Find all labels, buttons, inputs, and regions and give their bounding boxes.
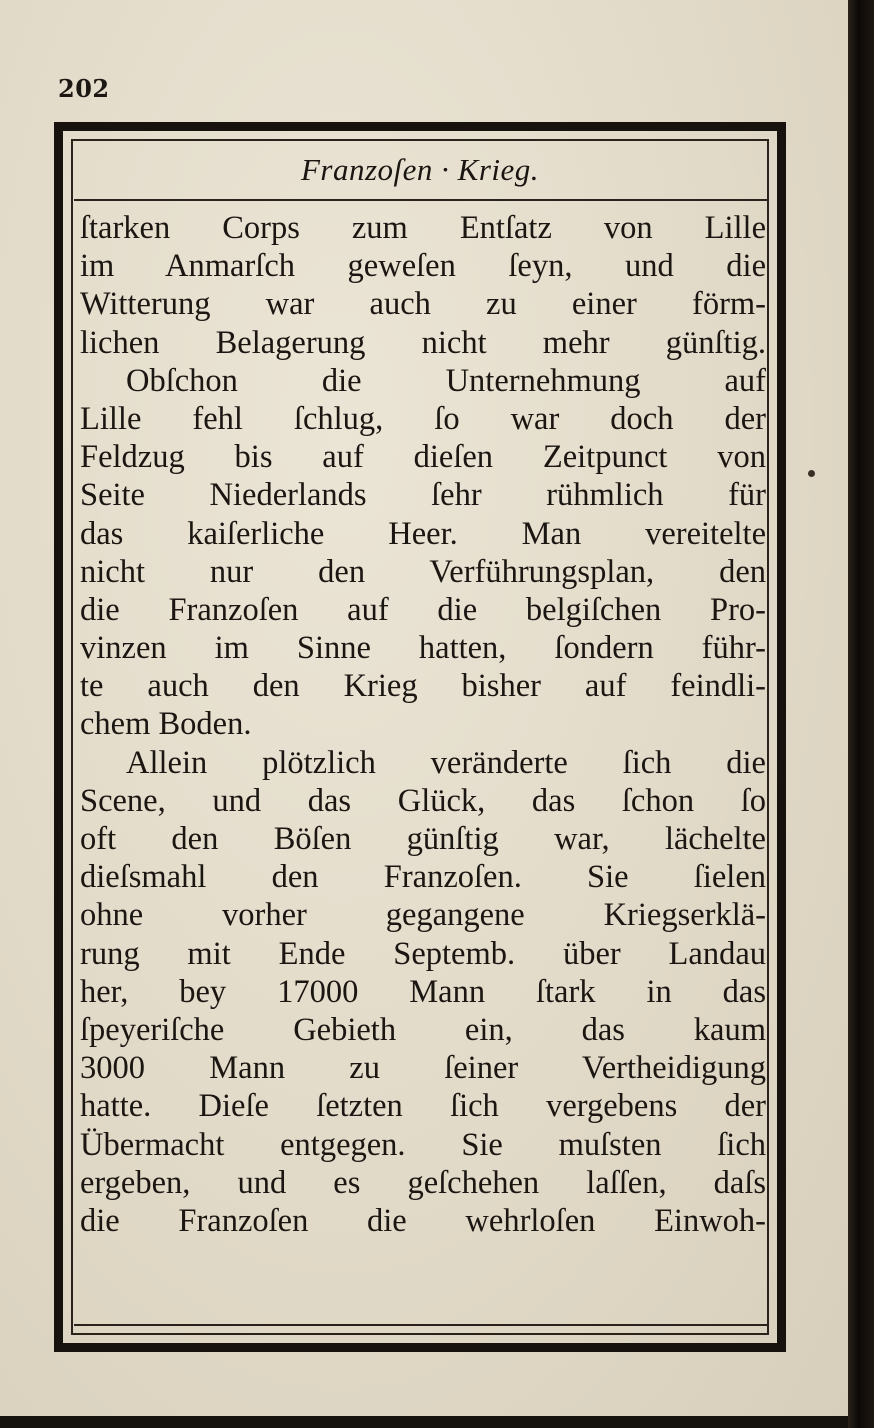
text-line: rung mit Ende Septemb. über Landau bbox=[80, 935, 766, 972]
text-line: ſpeyeriſche Gebieth ein, das kaum bbox=[80, 1011, 766, 1048]
text-line: die Franzoſen auf die belgiſchen Pro- bbox=[80, 591, 766, 628]
text-line: vinzen im Sinne hatten, ſondern führ- bbox=[80, 630, 766, 667]
text-line: Feldzug bis auf dieſen Zeitpunct von bbox=[80, 439, 766, 476]
text-line: Übermacht entgegen. Sie muſsten ſich bbox=[80, 1126, 766, 1163]
text-line: lichen Belagerung nicht mehr günſtig. bbox=[80, 324, 766, 361]
text-line: im Anmarſch geweſen ſeyn, und die bbox=[80, 248, 766, 285]
text-line: ſtarken Corps zum Entſatz von Lille bbox=[80, 210, 766, 246]
text-line: her, bey 17000 Mann ſtark in das bbox=[80, 973, 766, 1010]
text-line: die Franzoſen die wehrloſen Einwoh- bbox=[80, 1202, 766, 1239]
text-line: oft den Böſen günſtig war, lächelte bbox=[80, 821, 766, 857]
page-number: 202 bbox=[58, 74, 110, 103]
text-line: te auch den Krieg bisher auf feindli- bbox=[80, 668, 766, 705]
text-line: ergeben, und es geſchehen laſſen, daſs bbox=[80, 1164, 766, 1201]
text-line: nicht nur den Verführungsplan, den bbox=[80, 553, 766, 590]
footer-rule bbox=[74, 1324, 768, 1326]
paper-speck bbox=[808, 470, 815, 477]
text-line: chem Boden. bbox=[80, 706, 252, 743]
text-line: ohne vorher gegangene Kriegserklä- bbox=[80, 897, 766, 934]
text-line: das kaiſerliche Heer. Man vereitelte bbox=[80, 515, 766, 552]
text-line: Seite Niederlands ſehr rühmlich für bbox=[80, 477, 766, 514]
text-line: Lille fehl ſchlug, ſo war doch der bbox=[80, 400, 766, 437]
book-binding bbox=[848, 0, 874, 1428]
text-line: dieſsmahl den Franzoſen. Sie ſielen bbox=[80, 859, 766, 896]
text-line: 3000 Mann zu ſeiner Vertheidigung bbox=[80, 1050, 766, 1087]
text-line: Obſchon die Unternehmung auf bbox=[126, 362, 766, 399]
text-line: Witterung war auch zu einer förm- bbox=[80, 286, 766, 323]
header-rule bbox=[74, 199, 768, 201]
running-head: Franzoſen · Krieg. bbox=[300, 152, 540, 187]
body-text bbox=[80, 209, 766, 1240]
text-line: Allein plötzlich veränderte ſich die bbox=[126, 744, 766, 781]
text-line: Scene, und das Glück, das ſchon ſo bbox=[80, 782, 766, 819]
text-line: hatte. Dieſe ſetzten ſich vergebens der bbox=[80, 1088, 766, 1125]
